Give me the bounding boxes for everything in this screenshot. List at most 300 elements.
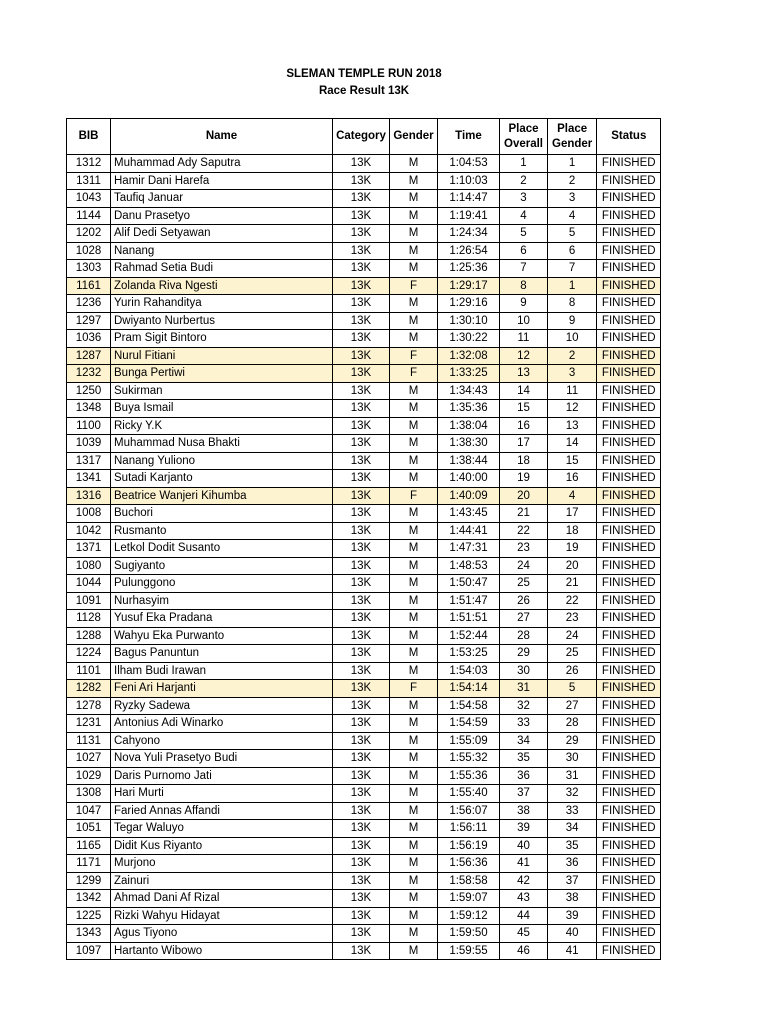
place-overall-cell: 42 [500, 872, 548, 890]
time-cell: 1:59:55 [438, 942, 500, 960]
category-cell: 13K [333, 242, 390, 260]
place-gender-cell: 3 [548, 190, 597, 208]
place-overall-cell: 40 [500, 837, 548, 855]
gender-cell: M [390, 645, 438, 663]
name-cell: Bagus Panuntun [111, 645, 333, 663]
time-cell: 1:59:50 [438, 925, 500, 943]
name-cell: Ilham Budi Irawan [111, 662, 333, 680]
place-overall-cell: 28 [500, 627, 548, 645]
bib-cell: 1100 [67, 417, 111, 435]
table-row [67, 505, 661, 523]
time-cell: 1:54:03 [438, 662, 500, 680]
status-cell: FINISHED [597, 680, 661, 698]
status-cell: FINISHED [597, 225, 661, 243]
status-cell: FINISHED [597, 627, 661, 645]
category-cell: 13K [333, 312, 390, 330]
table-row [67, 470, 661, 488]
time-cell: 1:56:19 [438, 837, 500, 855]
time-cell: 1:32:08 [438, 347, 500, 365]
status-cell: FINISHED [597, 207, 661, 225]
bib-cell: 1131 [67, 732, 111, 750]
place-overall-cell: 16 [500, 417, 548, 435]
time-cell: 1:48:53 [438, 557, 500, 575]
table-row [67, 540, 661, 558]
category-cell: 13K [333, 557, 390, 575]
gender-cell: M [390, 400, 438, 418]
status-cell: FINISHED [597, 907, 661, 925]
time-cell: 1:55:36 [438, 767, 500, 785]
place-overall-cell: 18 [500, 452, 548, 470]
gender-cell: M [390, 557, 438, 575]
bib-cell: 1231 [67, 715, 111, 733]
bib-cell: 1312 [67, 155, 111, 173]
place-gender-cell: 2 [548, 347, 597, 365]
table-row [67, 680, 661, 698]
time-cell: 1:43:45 [438, 505, 500, 523]
table-row [67, 522, 661, 540]
time-cell: 1:59:07 [438, 890, 500, 908]
place-gender-cell: 32 [548, 785, 597, 803]
col-header-place-overall [500, 119, 548, 155]
place-gender-cell: 5 [548, 225, 597, 243]
category-cell: 13K [333, 382, 390, 400]
place-gender-cell: 7 [548, 260, 597, 278]
status-cell: FINISHED [597, 417, 661, 435]
gender-cell: M [390, 540, 438, 558]
gender-cell: M [390, 575, 438, 593]
col-header-bib: BIB [67, 119, 111, 155]
place-overall-cell: 20 [500, 487, 548, 505]
bib-cell: 1308 [67, 785, 111, 803]
place-gender-cell: 1 [548, 155, 597, 173]
name-cell: Dwiyanto Nurbertus [111, 312, 333, 330]
category-cell: 13K [333, 820, 390, 838]
category-cell: 13K [333, 260, 390, 278]
bib-cell: 1303 [67, 260, 111, 278]
gender-cell: F [390, 680, 438, 698]
bib-cell: 1202 [67, 225, 111, 243]
table-row [67, 487, 661, 505]
gender-cell: M [390, 872, 438, 890]
results-table [66, 118, 661, 960]
bib-cell: 1171 [67, 855, 111, 873]
table-row [67, 662, 661, 680]
place-overall-cell: 23 [500, 540, 548, 558]
category-cell: 13K [333, 890, 390, 908]
name-cell: Didit Kus Riyanto [111, 837, 333, 855]
gender-cell: M [390, 312, 438, 330]
table-row [67, 365, 661, 383]
place-overall-cell: 10 [500, 312, 548, 330]
name-cell: Zolanda Riva Ngesti [111, 277, 333, 295]
category-cell: 13K [333, 190, 390, 208]
name-cell: Nurhasyim [111, 592, 333, 610]
place-overall-cell: 3 [500, 190, 548, 208]
name-cell: Hamir Dani Harefa [111, 172, 333, 190]
time-cell: 1:47:31 [438, 540, 500, 558]
table-row [67, 610, 661, 628]
time-cell: 1:30:10 [438, 312, 500, 330]
status-cell: FINISHED [597, 592, 661, 610]
gender-cell: M [390, 767, 438, 785]
status-cell: FINISHED [597, 295, 661, 313]
bib-cell: 1287 [67, 347, 111, 365]
name-cell: Antonius Adi Winarko [111, 715, 333, 733]
time-cell: 1:44:41 [438, 522, 500, 540]
name-cell: Ryzky Sadewa [111, 697, 333, 715]
time-cell: 1:38:04 [438, 417, 500, 435]
place-overall-cell: 12 [500, 347, 548, 365]
name-cell: Pram Sigit Bintoro [111, 330, 333, 348]
status-cell: FINISHED [597, 715, 661, 733]
place-gender-cell: 33 [548, 802, 597, 820]
col-header-status: Status [597, 119, 661, 155]
status-cell: FINISHED [597, 942, 661, 960]
status-cell: FINISHED [597, 802, 661, 820]
bib-cell: 1042 [67, 522, 111, 540]
col-header-time: Time [438, 119, 500, 155]
name-cell: Daris Purnomo Jati [111, 767, 333, 785]
name-cell: Yurin Rahanditya [111, 295, 333, 313]
place-overall-cell: 9 [500, 295, 548, 313]
name-cell: Buya Ismail [111, 400, 333, 418]
place-overall-cell: 7 [500, 260, 548, 278]
category-cell: 13K [333, 645, 390, 663]
gender-cell: M [390, 610, 438, 628]
bib-cell: 1343 [67, 925, 111, 943]
bib-cell: 1348 [67, 400, 111, 418]
category-cell: 13K [333, 470, 390, 488]
status-cell: FINISHED [597, 890, 661, 908]
bib-cell: 1316 [67, 487, 111, 505]
place-gender-cell: 5 [548, 680, 597, 698]
table-row [67, 330, 661, 348]
table-row [67, 645, 661, 663]
bib-cell: 1371 [67, 540, 111, 558]
bib-cell: 1080 [67, 557, 111, 575]
gender-cell: M [390, 662, 438, 680]
gender-cell: M [390, 837, 438, 855]
place-overall-cell: 36 [500, 767, 548, 785]
status-cell: FINISHED [597, 750, 661, 768]
col-header-place-gender-label: Place Gender [552, 122, 593, 150]
place-overall-cell: 14 [500, 382, 548, 400]
place-gender-cell: 3 [548, 365, 597, 383]
gender-cell: M [390, 330, 438, 348]
time-cell: 1:56:11 [438, 820, 500, 838]
gender-cell: M [390, 732, 438, 750]
gender-cell: F [390, 347, 438, 365]
table-row [67, 732, 661, 750]
bib-cell: 1288 [67, 627, 111, 645]
bib-cell: 1097 [67, 942, 111, 960]
bib-cell: 1236 [67, 295, 111, 313]
table-row [67, 260, 661, 278]
status-cell: FINISHED [597, 767, 661, 785]
bib-cell: 1278 [67, 697, 111, 715]
place-gender-cell: 31 [548, 767, 597, 785]
place-gender-cell: 21 [548, 575, 597, 593]
place-gender-cell: 16 [548, 470, 597, 488]
table-row [67, 312, 661, 330]
place-gender-cell: 6 [548, 242, 597, 260]
place-gender-cell: 17 [548, 505, 597, 523]
status-cell: FINISHED [597, 382, 661, 400]
bib-cell: 1028 [67, 242, 111, 260]
status-cell: FINISHED [597, 155, 661, 173]
category-cell: 13K [333, 172, 390, 190]
category-cell: 13K [333, 277, 390, 295]
table-row [67, 750, 661, 768]
category-cell: 13K [333, 400, 390, 418]
bib-cell: 1161 [67, 277, 111, 295]
time-cell: 1:51:51 [438, 610, 500, 628]
status-cell: FINISHED [597, 697, 661, 715]
category-cell: 13K [333, 942, 390, 960]
place-gender-cell: 8 [548, 295, 597, 313]
name-cell: Danu Prasetyo [111, 207, 333, 225]
bib-cell: 1027 [67, 750, 111, 768]
category-cell: 13K [333, 225, 390, 243]
name-cell: Agus Tiyono [111, 925, 333, 943]
name-cell: Sugiyanto [111, 557, 333, 575]
place-gender-cell: 30 [548, 750, 597, 768]
place-overall-cell: 22 [500, 522, 548, 540]
place-gender-cell: 25 [548, 645, 597, 663]
category-cell: 13K [333, 575, 390, 593]
gender-cell: M [390, 505, 438, 523]
category-cell: 13K [333, 802, 390, 820]
name-cell: Cahyono [111, 732, 333, 750]
place-overall-cell: 17 [500, 435, 548, 453]
place-overall-cell: 37 [500, 785, 548, 803]
name-cell: Rusmanto [111, 522, 333, 540]
bib-cell: 1282 [67, 680, 111, 698]
time-cell: 1:55:09 [438, 732, 500, 750]
place-overall-cell: 21 [500, 505, 548, 523]
status-cell: FINISHED [597, 837, 661, 855]
time-cell: 1:29:16 [438, 295, 500, 313]
place-gender-cell: 11 [548, 382, 597, 400]
place-overall-cell: 38 [500, 802, 548, 820]
document-title: SLEMAN TEMPLE RUN 2018 [286, 68, 442, 80]
place-gender-cell: 1 [548, 277, 597, 295]
place-overall-cell: 5 [500, 225, 548, 243]
name-cell: Zainuri [111, 872, 333, 890]
status-cell: FINISHED [597, 575, 661, 593]
time-cell: 1:04:53 [438, 155, 500, 173]
name-cell: Sukirman [111, 382, 333, 400]
time-cell: 1:29:17 [438, 277, 500, 295]
name-cell: Beatrice Wanjeri Kihumba [111, 487, 333, 505]
place-overall-cell: 29 [500, 645, 548, 663]
place-gender-cell: 38 [548, 890, 597, 908]
place-overall-cell: 11 [500, 330, 548, 348]
bib-cell: 1250 [67, 382, 111, 400]
table-row [67, 592, 661, 610]
time-cell: 1:55:40 [438, 785, 500, 803]
time-cell: 1:33:25 [438, 365, 500, 383]
table-row [67, 155, 661, 173]
place-overall-cell: 32 [500, 697, 548, 715]
bib-cell: 1008 [67, 505, 111, 523]
category-cell: 13K [333, 732, 390, 750]
name-cell: Buchori [111, 505, 333, 523]
gender-cell: M [390, 907, 438, 925]
gender-cell: M [390, 890, 438, 908]
table-row [67, 400, 661, 418]
category-cell: 13K [333, 347, 390, 365]
status-cell: FINISHED [597, 732, 661, 750]
place-overall-cell: 27 [500, 610, 548, 628]
category-cell: 13K [333, 767, 390, 785]
place-overall-cell: 35 [500, 750, 548, 768]
place-gender-cell: 18 [548, 522, 597, 540]
bib-cell: 1297 [67, 312, 111, 330]
name-cell: Yusuf Eka Pradana [111, 610, 333, 628]
category-cell: 13K [333, 715, 390, 733]
category-cell: 13K [333, 540, 390, 558]
table-row [67, 785, 661, 803]
table-row [67, 382, 661, 400]
place-overall-cell: 41 [500, 855, 548, 873]
name-cell: Nanang [111, 242, 333, 260]
category-cell: 13K [333, 872, 390, 890]
status-cell: FINISHED [597, 505, 661, 523]
place-gender-cell: 37 [548, 872, 597, 890]
place-gender-cell: 4 [548, 487, 597, 505]
bib-cell: 1341 [67, 470, 111, 488]
place-gender-cell: 23 [548, 610, 597, 628]
place-overall-cell: 46 [500, 942, 548, 960]
bib-cell: 1311 [67, 172, 111, 190]
place-gender-cell: 41 [548, 942, 597, 960]
status-cell: FINISHED [597, 435, 661, 453]
bib-cell: 1043 [67, 190, 111, 208]
category-cell: 13K [333, 207, 390, 225]
gender-cell: M [390, 592, 438, 610]
gender-cell: M [390, 942, 438, 960]
gender-cell: M [390, 697, 438, 715]
time-cell: 1:40:09 [438, 487, 500, 505]
gender-cell: M [390, 435, 438, 453]
status-cell: FINISHED [597, 347, 661, 365]
table-row [67, 172, 661, 190]
category-cell: 13K [333, 592, 390, 610]
bib-cell: 1044 [67, 575, 111, 593]
bib-cell: 1342 [67, 890, 111, 908]
time-cell: 1:53:25 [438, 645, 500, 663]
table-row [67, 925, 661, 943]
name-cell: Rizki Wahyu Hidayat [111, 907, 333, 925]
category-cell: 13K [333, 365, 390, 383]
place-overall-cell: 34 [500, 732, 548, 750]
status-cell: FINISHED [597, 785, 661, 803]
name-cell: Tegar Waluyo [111, 820, 333, 838]
name-cell: Sutadi Karjanto [111, 470, 333, 488]
bib-cell: 1299 [67, 872, 111, 890]
category-cell: 13K [333, 907, 390, 925]
category-cell: 13K [333, 155, 390, 173]
bib-cell: 1051 [67, 820, 111, 838]
bib-cell: 1036 [67, 330, 111, 348]
table-row [67, 452, 661, 470]
document-subtitle: Race Result 13K [318, 85, 410, 97]
category-cell: 13K [333, 330, 390, 348]
gender-cell: M [390, 750, 438, 768]
place-gender-cell: 2 [548, 172, 597, 190]
place-overall-cell: 44 [500, 907, 548, 925]
status-cell: FINISHED [597, 172, 661, 190]
category-cell: 13K [333, 680, 390, 698]
time-cell: 1:26:54 [438, 242, 500, 260]
place-overall-cell: 2 [500, 172, 548, 190]
header-row [67, 119, 661, 155]
time-cell: 1:24:34 [438, 225, 500, 243]
category-cell: 13K [333, 837, 390, 855]
place-gender-cell: 14 [548, 435, 597, 453]
table-row [67, 855, 661, 873]
place-overall-cell: 6 [500, 242, 548, 260]
time-cell: 1:51:47 [438, 592, 500, 610]
place-overall-cell: 45 [500, 925, 548, 943]
status-cell: FINISHED [597, 662, 661, 680]
time-cell: 1:56:36 [438, 855, 500, 873]
name-cell: Faried Annas Affandi [111, 802, 333, 820]
status-cell: FINISHED [597, 190, 661, 208]
place-gender-cell: 24 [548, 627, 597, 645]
name-cell: Ahmad Dani Af Rizal [111, 890, 333, 908]
name-cell: Ricky Y.K [111, 417, 333, 435]
category-cell: 13K [333, 750, 390, 768]
table-row [67, 207, 661, 225]
status-cell: FINISHED [597, 312, 661, 330]
gender-cell: M [390, 382, 438, 400]
time-cell: 1:40:00 [438, 470, 500, 488]
table-row [67, 435, 661, 453]
table-row [67, 277, 661, 295]
time-cell: 1:14:47 [438, 190, 500, 208]
gender-cell: M [390, 452, 438, 470]
time-cell: 1:52:44 [438, 627, 500, 645]
category-cell: 13K [333, 417, 390, 435]
place-overall-cell: 8 [500, 277, 548, 295]
name-cell: Wahyu Eka Purwanto [111, 627, 333, 645]
time-cell: 1:19:41 [438, 207, 500, 225]
bib-cell: 1165 [67, 837, 111, 855]
status-cell: FINISHED [597, 557, 661, 575]
name-cell: Muhammad Ady Saputra [111, 155, 333, 173]
name-cell: Nanang Yuliono [111, 452, 333, 470]
status-cell: FINISHED [597, 365, 661, 383]
gender-cell: M [390, 820, 438, 838]
place-overall-cell: 1 [500, 155, 548, 173]
name-cell: Nurul Fitiani [111, 347, 333, 365]
place-overall-cell: 33 [500, 715, 548, 733]
place-gender-cell: 12 [548, 400, 597, 418]
place-overall-cell: 15 [500, 400, 548, 418]
place-gender-cell: 26 [548, 662, 597, 680]
category-cell: 13K [333, 662, 390, 680]
status-cell: FINISHED [597, 277, 661, 295]
bib-cell: 1144 [67, 207, 111, 225]
status-cell: FINISHED [597, 470, 661, 488]
bib-cell: 1101 [67, 662, 111, 680]
category-cell: 13K [333, 452, 390, 470]
place-gender-cell: 34 [548, 820, 597, 838]
place-gender-cell: 39 [548, 907, 597, 925]
table-row [67, 242, 661, 260]
